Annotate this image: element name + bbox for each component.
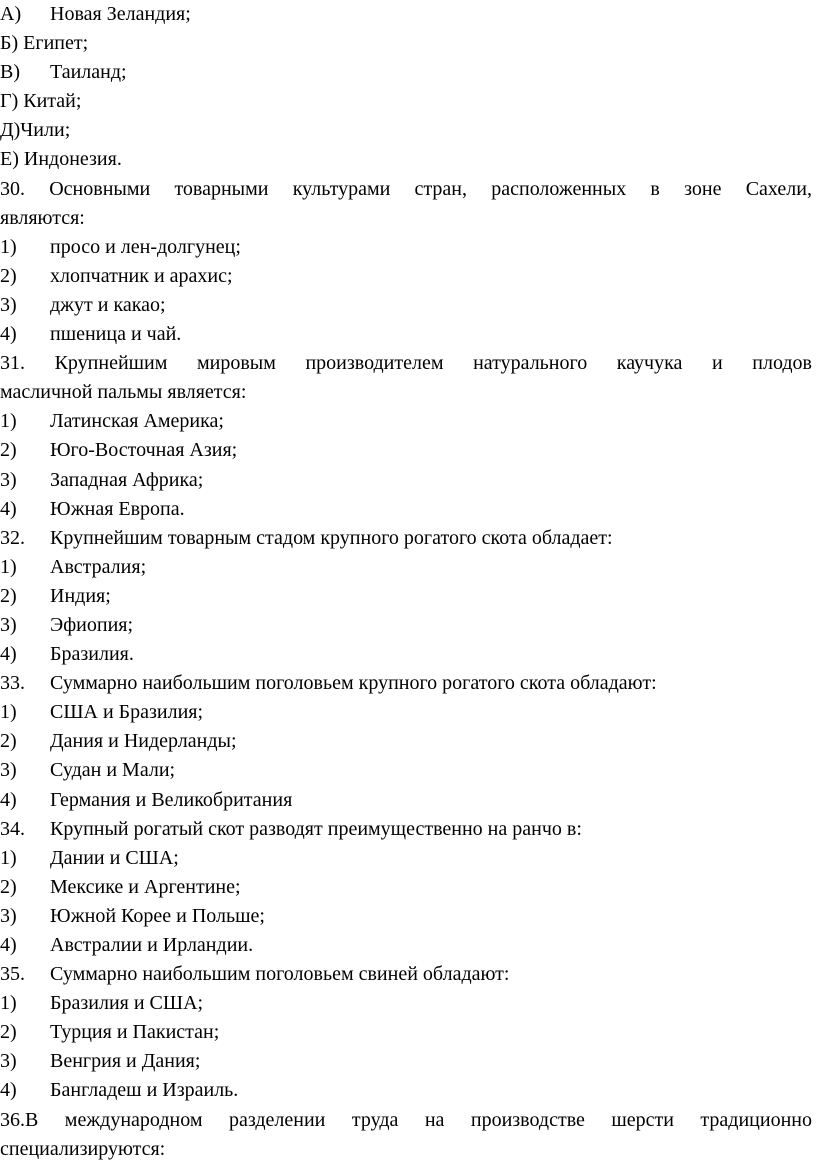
answer-option: [0, 844, 812, 873]
question-36-line-1: 36.В международном разделении труда на производстве шерсти традиционно: [0, 1108, 812, 1131]
option-e: Е) Индонезия.: [0, 148, 122, 171]
answer-option: [0, 786, 812, 815]
answer-text: пшеница и чай.: [50, 323, 182, 346]
answer-text: хлопчатник и арахис;: [50, 264, 233, 287]
answer-option: [0, 553, 812, 582]
question-text: Крупный рогатый скот разводят преимущественно на ранчо в:: [50, 817, 582, 840]
answer-option: [0, 640, 812, 669]
answer-number: 2): [0, 875, 17, 898]
answer-number: 2): [0, 730, 17, 753]
question-35: [0, 960, 812, 989]
answer-number: 4): [0, 497, 17, 520]
question-number: 34.: [0, 817, 25, 840]
answer-text: Венгрия и Дания;: [50, 1050, 201, 1073]
answer-text: Южной Корее и Польше;: [50, 904, 265, 927]
option-a: [0, 0, 812, 29]
question-number: 33.: [0, 672, 25, 695]
answer-option: [0, 466, 812, 495]
answer-option: [0, 1076, 812, 1105]
answer-number: 2): [0, 1021, 17, 1044]
answer-number: 3): [0, 468, 17, 491]
answer-option: [0, 320, 812, 349]
question-text: Суммарно наибольшим поголовьем свиней обладают:: [50, 963, 510, 986]
question-34: [0, 815, 812, 844]
answer-text: Дания и Нидерланды;: [50, 730, 237, 753]
option-marker: В): [0, 61, 20, 84]
question-31-line-1: 31. Крупнейшим мировым производителем натурального каучука и плодов: [0, 352, 812, 375]
answer-text: Мексике и Аргентине;: [50, 875, 241, 898]
answer-text: США и Бразилия;: [50, 701, 204, 724]
question-number: 35.: [0, 963, 25, 986]
question-31-line-2: масличной пальмы является:: [0, 381, 247, 404]
answer-number: 4): [0, 323, 17, 346]
answer-option: [0, 495, 812, 524]
answer-text: Бразилия.: [50, 643, 134, 666]
answer-number: 3): [0, 1050, 17, 1073]
answer-number: 2): [0, 439, 17, 462]
answer-number: 2): [0, 584, 17, 607]
answer-number: 1): [0, 701, 17, 724]
answer-number: 1): [0, 235, 17, 258]
answer-number: 1): [0, 846, 17, 869]
question-33: [0, 669, 812, 698]
question-36-line-2: специализируются:: [0, 1137, 166, 1160]
answer-option: [0, 262, 812, 291]
answer-number: 4): [0, 934, 17, 956]
answer-number: 3): [0, 904, 17, 927]
answer-text: Юго-Восточная Азия;: [50, 439, 238, 462]
answer-number: 4): [0, 643, 17, 666]
option-d: Д)Чили;: [0, 119, 71, 142]
answer-option: [0, 727, 812, 756]
answer-text: просо и лен-долгунец;: [50, 235, 241, 258]
answer-text: Дании и США;: [50, 846, 179, 869]
answer-number: 2): [0, 264, 17, 287]
answer-text: Турция и Пакистан;: [50, 1021, 220, 1044]
answer-text: джут и какао;: [50, 293, 166, 316]
answer-option: [0, 1047, 812, 1076]
answer-option: [0, 931, 812, 960]
answer-text: Судан и Мали;: [50, 759, 176, 782]
option-marker: А): [0, 3, 22, 25]
answer-option: [0, 989, 812, 1018]
question-30-line-2: являются:: [0, 206, 85, 229]
answer-option: [0, 611, 812, 640]
answer-option: [0, 756, 812, 785]
answer-text: Южная Европа.: [50, 497, 185, 520]
option-text: Новая Зеландия;: [50, 3, 191, 25]
answer-option: [0, 902, 812, 931]
question-text: Суммарно наибольшим поголовьем крупного рогатого скота обладают:: [50, 672, 657, 695]
answer-option: [0, 436, 812, 465]
answer-option: [0, 698, 812, 727]
option-b: Б) Египет;: [0, 32, 89, 55]
answer-number: 3): [0, 293, 17, 316]
answer-text: Бангладеш и Израиль.: [50, 1079, 239, 1102]
answer-number: 1): [0, 992, 17, 1015]
answer-option: [0, 873, 812, 902]
answer-text: Германия и Великобритания: [50, 788, 293, 811]
answer-text: Западная Африка;: [50, 468, 204, 491]
answer-option: [0, 1018, 812, 1047]
answer-option: [0, 291, 812, 320]
answer-text: Эфиопия;: [50, 613, 134, 636]
question-number: 32.: [0, 526, 25, 549]
answer-number: 1): [0, 555, 17, 578]
answer-number: 3): [0, 759, 17, 782]
option-v: [0, 58, 812, 87]
answer-number: 3): [0, 613, 17, 636]
answer-text: Латинская Америка;: [50, 410, 224, 433]
answer-number: 4): [0, 788, 17, 811]
answer-text: Индия;: [50, 584, 111, 607]
question-32: [0, 524, 812, 553]
answer-number: 1): [0, 410, 17, 433]
answer-text: Австралия;: [50, 555, 147, 578]
question-text: Крупнейшим товарным стадом крупного рогатого скота обладает:: [50, 526, 613, 549]
question-30-line-1: 30. Основными товарными культурами стран, расположенных в зоне Сахели,: [0, 177, 812, 200]
option-text: Таиланд;: [50, 61, 127, 84]
answer-option: [0, 407, 812, 436]
answer-option: [0, 233, 812, 262]
option-g: Г) Китай;: [0, 90, 82, 113]
answer-number: 4): [0, 1079, 17, 1102]
answer-option: [0, 582, 812, 611]
answer-text: Австралии и Ирландии.: [50, 934, 254, 956]
answer-text: Бразилия и США;: [50, 992, 204, 1015]
